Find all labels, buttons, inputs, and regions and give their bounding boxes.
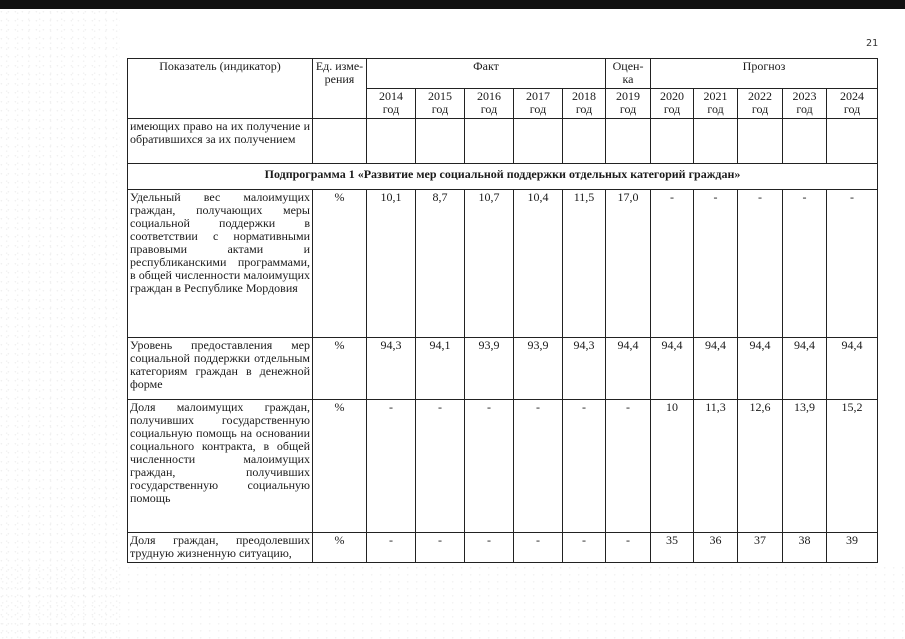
- value-cell: -: [694, 190, 738, 338]
- value-cell: 35: [651, 533, 694, 563]
- header-fact: Факт: [367, 59, 606, 89]
- value-cell: [738, 119, 783, 164]
- unit-cell: [313, 119, 367, 164]
- scan-noise-left: [0, 9, 120, 639]
- value-cell: 10: [651, 400, 694, 533]
- header-year-2016: 2016 год: [465, 89, 514, 119]
- header-indicator: Показатель (индикатор): [128, 59, 313, 119]
- value-cell: [783, 119, 827, 164]
- value-cell: 93,9: [514, 338, 563, 400]
- value-cell: 17,0: [606, 190, 651, 338]
- value-cell: 94,4: [694, 338, 738, 400]
- header-year-2015: 2015 год: [416, 89, 465, 119]
- table-row-continuation: [128, 119, 878, 164]
- value-cell: 94,4: [738, 338, 783, 400]
- indicator-cell: Доля малоимущих граждан, получивших государственную социальную помощь на основании социального контракта, в общей численности малоимущих граждан, получивших государственную социальную помощь: [128, 400, 313, 533]
- value-cell: 38: [783, 533, 827, 563]
- header-unit: Ед. изме-рения: [313, 59, 367, 119]
- value-cell: 11,5: [563, 190, 606, 338]
- scan-top-border: [0, 0, 905, 9]
- header-year-2024: 2024 год: [827, 89, 878, 119]
- page-number: 21: [866, 38, 879, 49]
- value-cell: 94,4: [783, 338, 827, 400]
- value-cell: -: [606, 533, 651, 563]
- value-cell: -: [367, 533, 416, 563]
- value-cell: 94,4: [606, 338, 651, 400]
- section-row: [128, 164, 878, 190]
- header-forecast: Прогноз: [651, 59, 878, 89]
- value-cell: -: [465, 400, 514, 533]
- value-cell: 10,1: [367, 190, 416, 338]
- indicator-cell: имеющих право на их получение и обратившихся за их получением: [128, 119, 313, 164]
- value-cell: -: [783, 190, 827, 338]
- header-year-2014: 2014 год: [367, 89, 416, 119]
- table-row: [128, 400, 878, 533]
- value-cell: [827, 119, 878, 164]
- indicator-cell: Уровень предоставления мер социальной поддержки отдельным категориям граждан в денежной форме: [128, 338, 313, 400]
- value-cell: [651, 119, 694, 164]
- table-row: [128, 190, 878, 338]
- value-cell: -: [514, 400, 563, 533]
- header-year-2023: 2023 год: [783, 89, 827, 119]
- value-cell: -: [651, 190, 694, 338]
- header-year-2020: 2020 год: [651, 89, 694, 119]
- value-cell: 93,9: [465, 338, 514, 400]
- indicator-table: [127, 58, 878, 563]
- header-year-2022: 2022 год: [738, 89, 783, 119]
- value-cell: 10,7: [465, 190, 514, 338]
- header-year-2021: 2021 год: [694, 89, 738, 119]
- value-cell: -: [514, 533, 563, 563]
- header-year-2019: 2019 год: [606, 89, 651, 119]
- value-cell: -: [416, 400, 465, 533]
- value-cell: -: [465, 533, 514, 563]
- value-cell: [606, 119, 651, 164]
- value-cell: [416, 119, 465, 164]
- table-row: [128, 533, 878, 563]
- value-cell: 11,3: [694, 400, 738, 533]
- value-cell: 94,1: [416, 338, 465, 400]
- value-cell: 94,3: [563, 338, 606, 400]
- value-cell: -: [738, 190, 783, 338]
- value-cell: -: [606, 400, 651, 533]
- indicator-cell: Удельный вес малоимущих граждан, получающих меры социальной поддержки в соответствии с нормативными правовыми актами и республиканскими программами, в общей численности малоимущих граждан в Республике Мордовия: [128, 190, 313, 338]
- value-cell: 15,2: [827, 400, 878, 533]
- value-cell: 13,9: [783, 400, 827, 533]
- value-cell: -: [563, 400, 606, 533]
- value-cell: -: [367, 400, 416, 533]
- value-cell: 94,3: [367, 338, 416, 400]
- value-cell: 12,6: [738, 400, 783, 533]
- header-estimate: Оцен-ка: [606, 59, 651, 89]
- value-cell: 94,4: [827, 338, 878, 400]
- value-cell: 36: [694, 533, 738, 563]
- value-cell: [465, 119, 514, 164]
- value-cell: -: [563, 533, 606, 563]
- unit-cell: %: [313, 533, 367, 563]
- value-cell: 10,4: [514, 190, 563, 338]
- value-cell: 94,4: [651, 338, 694, 400]
- value-cell: 8,7: [416, 190, 465, 338]
- unit-cell: %: [313, 338, 367, 400]
- unit-cell: %: [313, 400, 367, 533]
- value-cell: [694, 119, 738, 164]
- table-row: [128, 338, 878, 400]
- header-year-2017: 2017 год: [514, 89, 563, 119]
- value-cell: [367, 119, 416, 164]
- value-cell: [563, 119, 606, 164]
- unit-cell: %: [313, 190, 367, 338]
- header-year-2018: 2018 год: [563, 89, 606, 119]
- value-cell: -: [416, 533, 465, 563]
- value-cell: 39: [827, 533, 878, 563]
- value-cell: -: [827, 190, 878, 338]
- value-cell: [514, 119, 563, 164]
- indicator-cell: Доля граждан, преодолевших трудную жизненную ситуацию,: [128, 533, 313, 563]
- scan-noise-bottom: [0, 565, 905, 639]
- value-cell: 37: [738, 533, 783, 563]
- section-title: Подпрограмма 1 «Развитие мер социальной поддержки отдельных категорий граждан»: [128, 164, 878, 190]
